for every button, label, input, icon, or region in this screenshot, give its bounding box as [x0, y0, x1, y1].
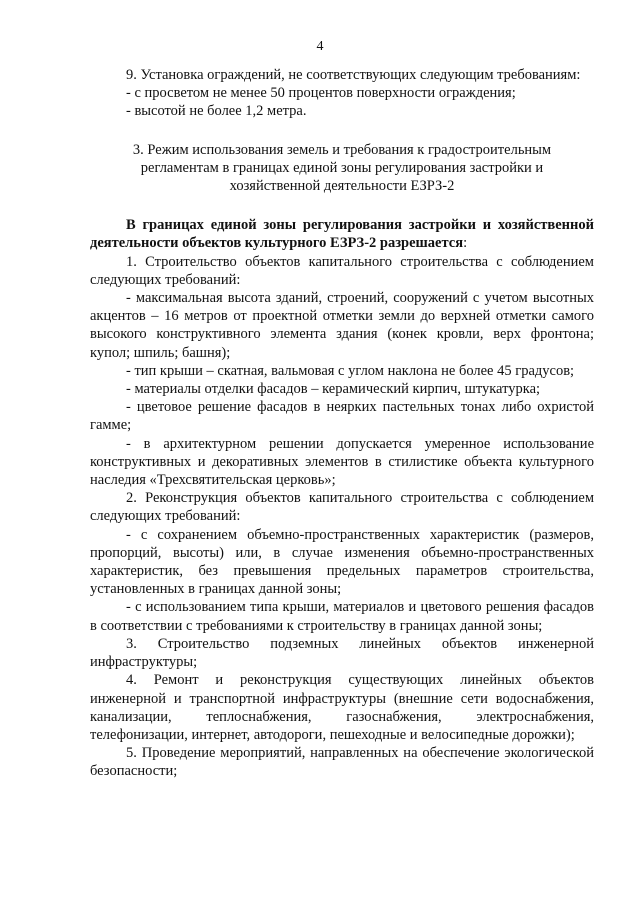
- page-number: 4: [316, 39, 324, 54]
- lead-bold-text: В границах единой зоны регулирования застройки и хозяйственной деятельности объектов культурного ЕЗРЗ-2 разрешается: [90, 217, 594, 252]
- paragraph-item-2: 2. Реконструкция объектов капитального строительства с соблюдением следующих требований:: [90, 490, 594, 525]
- paragraph-max-height: - максимальная высота зданий, строений, сооружений с учетом высотных акцентов – 16 метров от проектной отметки земли до верхней отметки самого высокого конструктивного элемента здания (конек кровли, верх фронтона; купол; шпиль; башня);: [90, 290, 594, 361]
- lead-paragraph: [90, 216, 594, 252]
- paragraph-facade-color: - цветовое решение фасадов в неярких пастельных тонах либо охристой гамме;: [90, 399, 594, 434]
- paragraph-roof-type: - тип крыши – скатная, вальмовая с углом наклона не более 45 градусов;: [126, 362, 575, 379]
- paragraph-fence-height: - высотой не более 1,2 метра.: [126, 103, 307, 120]
- paragraph-item-1: 1. Строительство объектов капитального строительства с соблюдением следующих требований:: [90, 253, 594, 288]
- paragraph-item-4: 4. Ремонт и реконструкция существующих линейных объектов инженерной и транспортной инфраструктуры (внешние сети водоснабжения, канализации, теплоснабжения, газоснабжения, электроснабжения, телефонизации, интернет, автодороги, пешеходные и велосипедные дорожки);: [90, 672, 594, 743]
- paragraph-item-3: 3. Строительство подземных линейных объектов инженерной инфраструктуры;: [90, 635, 594, 671]
- paragraph-roof-materials: - с использованием типа крыши, материалов и цветового решения фасадов в соответствии с требованиями к строительству в границах данной зоны;: [90, 599, 594, 634]
- section-heading: 3. Режим использования земель и требования к градостроительным регламентам в границах единой зоны регулирования застройки и хозяйственной деятельности ЕЗРЗ-2: [132, 141, 552, 195]
- paragraph-fence-gap: - с просветом не менее 50 процентов поверхности ограждения;: [126, 85, 516, 102]
- paragraph-item-5: 5. Проведение мероприятий, направленных на обеспечение экологической безопасности;: [90, 745, 594, 780]
- paragraph-item-9: 9. Установка ограждений, не соответствующих следующим требованиям:: [126, 67, 581, 83]
- lead-tail: :: [463, 235, 468, 252]
- paragraph-architecture: - в архитектурном решении допускается умеренное использование конструктивных и декоративных элементов в стилистике объекта культурного наследия «Трехсвятительская церковь»;: [90, 435, 594, 489]
- document-body: [90, 66, 594, 781]
- paragraph-volume-preservation: - с сохранением объемно-пространственных характеристик (размеров, пропорций, высоты) или, в случае изменения объемно-пространственных характеристик, без превышения предельных параметров строительства, установленных в границах данной зоны;: [90, 526, 594, 598]
- paragraph-facade-materials: - материалы отделки фасадов – керамический кирпич, штукатурка;: [126, 381, 541, 398]
